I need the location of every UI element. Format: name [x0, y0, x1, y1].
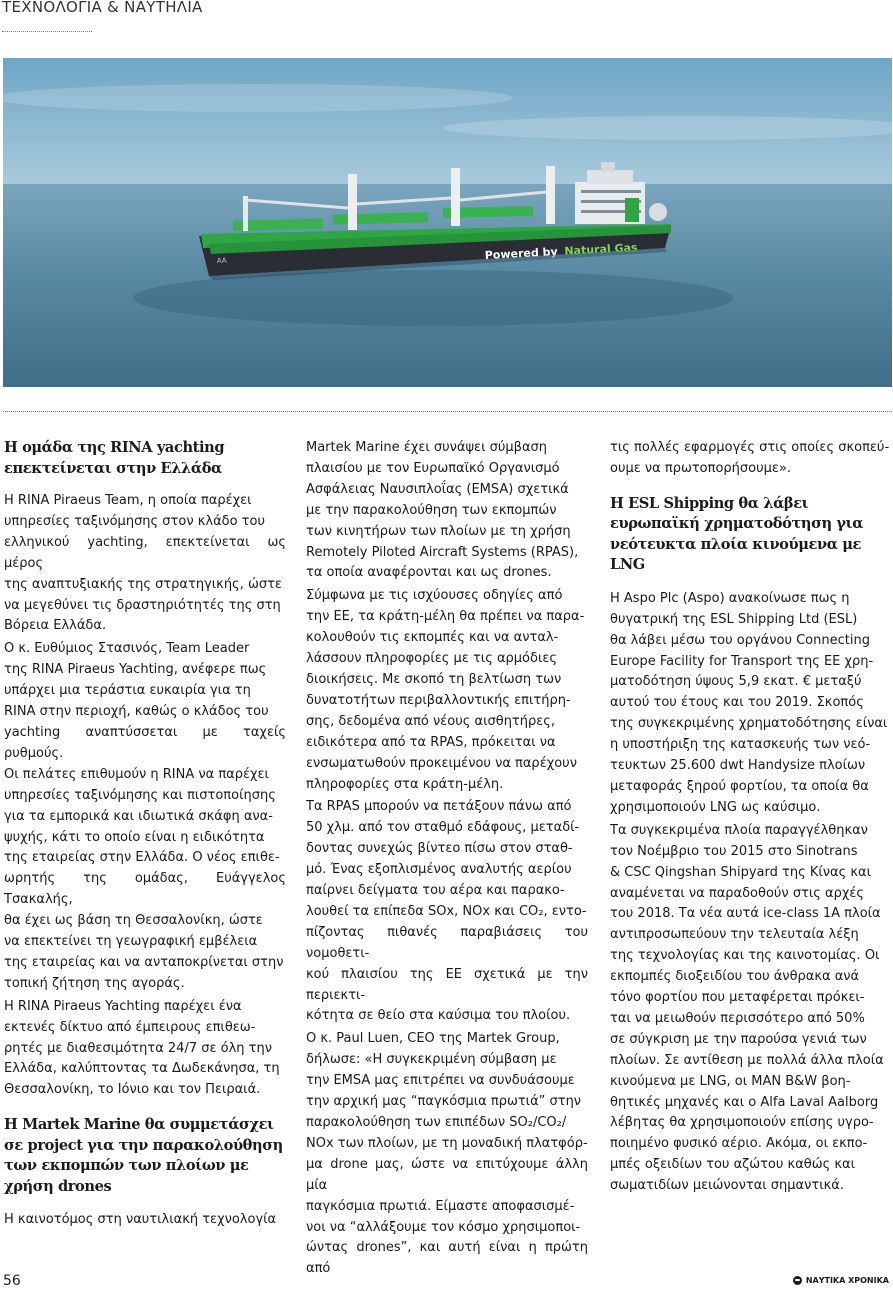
section-label: ΤΕΧΝΟΛΟΓΙΑ & ΝΑΥΤΗΛΙΑ — [2, 0, 203, 16]
article-3-title: Η ESL Shipping θα λάβει ευρωπαϊκή χρηματοδότηση για νεότευκτα πλοία κινούμενα με LNG — [610, 494, 864, 574]
ship-illustration — [3, 58, 892, 387]
page-number: 56 — [3, 1273, 21, 1289]
hull-text-part1: Powered by — [484, 245, 558, 262]
column-3 — [610, 438, 892, 1197]
article-1-title: Η ομάδα της RINA yachting επεκτείνεται στην Ελλάδα — [4, 439, 225, 477]
hull-text-part2: Natural Gas — [564, 241, 638, 258]
lng-tank — [649, 203, 667, 221]
separator-dotted-rule — [3, 411, 892, 412]
header-dotted-rule — [2, 31, 92, 32]
article-3-paragraph-2: Τα συγκεκριμένα πλοία παραγγέλθηκαν τον Νοέμβριο του 2015 στο Sinotrans & CSC Qingshan Shipyard της Κίνας και αναμένεται να παραδοθούν στις αρχές του 2018. Τα νέα αυτά ice-class 1A πλοία αντιπροσωπεύουν την τελευταία λέξη της τεχνολογίας και της καινοτομίας. Οι εκπομπές διοξειδίου του άνθρακα ανά τόνο φορτίου που μεταφέρεται πρόκει- ται να μειωθούν περισσότερο από 50% σε σύγκριση με την παρούσα γενιά των πλοίων. Σε αντίθεση με πολλά άλλα πλοία κινούμενα με LNG, οι MAN B&W βοη- θητικές μηχανές και ο Alfa Laval Aalborg λέβητας θα χρησιμοποιούν επίσης υγρο- ποιημένο φυσικό αέριο. Ακόμα, οι εκπο- μπές οξειδίων του αζώτου καθώς και σωματιδίων μειώνονται σημαντικά. — [610, 822, 884, 1194]
article-2-paragraph-1: Η καινοτόμος στη ναυτιλιακή τεχνολογία — [4, 1212, 277, 1228]
crane-post — [451, 168, 460, 226]
article-2-paragraph-6: τις πολλές εφαρμογές στις οποίες σκοπεύ- ουμε να πρωτοπορήσουμε». — [610, 440, 890, 476]
article-2-paragraph-4: Τα RPAS μπορούν να πετάξουν πάνω από 50 χλμ. από τον σταθμό εδάφους, μεταδί- δοντας συνεχώς βίντεο πίσω στον σταθ- μό. Ένας εξοπλισμένος αναλυτής αερίου παίρνει δείγματα του αέρα και παρακο- λουθεί τα επίπεδα SOx, NOx και CO₂, εντο- πίζοντας πιθανές παραβιάσεις του νομοθετι- κού πλαισίου της ΕΕ σχετικά με την περιεκτι- κότητα σε θείο στα καύσιμα του πλοίου. — [306, 799, 588, 1024]
svg-text:AA: AA — [216, 256, 227, 265]
magazine-logo-icon — [793, 1276, 802, 1285]
article-2-paragraph-2: Martek Marine έχει συνάψει σύμβαση πλαισίου με τον Ευρωπαϊκό Οργανισμό Ασφάλειας Ναυσιπλοΐας (EMSA) σχετικά με την παρακολούθηση των εκπομπών των κινητήρων των πλοίων με τη χρήση Remotely Piloted Aircraft Systems (RPAS), τα οποία αναφέρονται και ως drones. — [306, 440, 579, 581]
brand-name: ΝΑΥΤΙΚΑ ΧΡΟΝΙΚΑ — [805, 1276, 889, 1285]
brand-footer — [793, 1276, 889, 1285]
column-1 — [4, 438, 286, 1231]
article-1-paragraph-1: Η RINA Piraeus Team, η οποία παρέχει υπηρεσίες ταξινόμησης στον κλάδο του ελληνικού yachting, επεκτείνεται ως μέρος της αναπτυξιακής της στρατηγικής, ώστε να μεγεθύνει τις δραστηριότητές της στη Βόρεια Ελλάδα. — [4, 493, 286, 634]
article-1-paragraph-2: Ο κ. Ευθύμιος Στασινός, Team Leader της RINA Piraeus Yachting, ανέφερε πως υπάρχει μια τεράστια ευκαιρία για τη RINA στην περιοχή, καθώς ο κλάδος του yachting αναπτύσσεται με ταχείς ρυθμούς. Οι πελάτες επιθυμούν η RINA να παρέχει υπηρεσίες ταξινόμησης και πιστοποίησης για τα εμπορικά και ιδιωτικά σκάφη ανα- ψυχής, κάτι το οποίο είναι η ειδικότητα της εταιρείας στην Ελλάδα. Ο νέος επιθε- ωρητής της ομάδας, Ευάγγελος Τσακαλής, θα έχει ως βάση τη Θεσσαλονίκη, ώστε να επεκτείνει τη γεωγραφική εμβέλεια της εταιρείας και να ανταποκρίνεται στην τοπική ζήτηση της αγοράς. — [4, 641, 286, 991]
article-3-paragraph-1: Η Aspo Plc (Aspo) ανακοίνωσε πως η θυγατρική της ESL Shipping Ltd (ESL) θα λάβει μέσω του οργάνου Connecting Europe Facility for Transport της ΕΕ χρη- ματοδότηση ύψους 5,9 εκατ. € μεταξύ αυτού του έτους και του 2019. Σκοπός της συγκεκριμένης χρηματοδότησης είναι η υποστήριξη της κατασκευής των νεό- τευκτων 25.600 dwt Handysize πλοίων μεταφοράς ξηρού φορτίου, τα οποία θα χρησιμοποιούν LNG ως καύσιμο. — [610, 590, 888, 815]
article-1-paragraph-3: Η RINA Piraeus Yachting παρέχει ένα εκτενές δίκτυο από έμπειρους επιθεω- ρητές με διαθεσιμότητα 24/7 σε όλη την Ελλάδα, καλύπτοντας τα Δωδεκάνησα, τη Θεσσαλονίκη, το Ιόνιο και τον Πειραιά. — [4, 998, 280, 1098]
article-2-paragraph-5: Ο κ. Paul Luen, CEO της Martek Group, δήλωσε: «Η συγκεκριμένη σύμβαση με την EMSA μας επιτρέπει να συνδυάσουμε την αρχική μας “παγκόσμια πρωτιά” στην παρακολούθηση των επιπέδων SO₂/CO₂/ NOx των πλοίων, με τη μοναδική πλατφόρ- μα drone μας, ώστε να επιτύχουμε άλλη μία παγκόσμια πρωτιά. Είμαστε αποφασισμέ- νοι να “αλλάξουμε τον κόσμο χρησιμοποι- ώντας drones”, και αυτή είναι η πρώτη από — [306, 1031, 588, 1277]
article-2-title: Η Martek Marine θα συμμετάσχει σε project για την παρακολούθηση των εκπομπών των πλοίων με χρήση drones — [4, 1116, 283, 1195]
crane-post — [546, 166, 555, 224]
hero-image — [3, 58, 892, 387]
crane-post — [348, 174, 357, 230]
column-2 — [306, 438, 588, 1280]
article-2-paragraph-3: Σύμφωνα με τις ισχύουσες οδηγίες από την ΕΕ, τα κράτη-μέλη θα πρέπει να παρα- κολουθούν τις εκπομπές και να ανταλ- λάσσουν πληροφορίες με τις αρμόδιες διοικήσεις. Με σκοπό τη βελτίωση των δυνατοτήτων περιβαλλοντικής επιτήρη- σης, δεδομένα από νέους αισθητήρες, ειδικότερα από τα RPAS, πρόκειται να ενσωματωθούν προκειμένου να παρέχουν πληροφορίες στα κράτη-μέλη. — [306, 588, 585, 792]
